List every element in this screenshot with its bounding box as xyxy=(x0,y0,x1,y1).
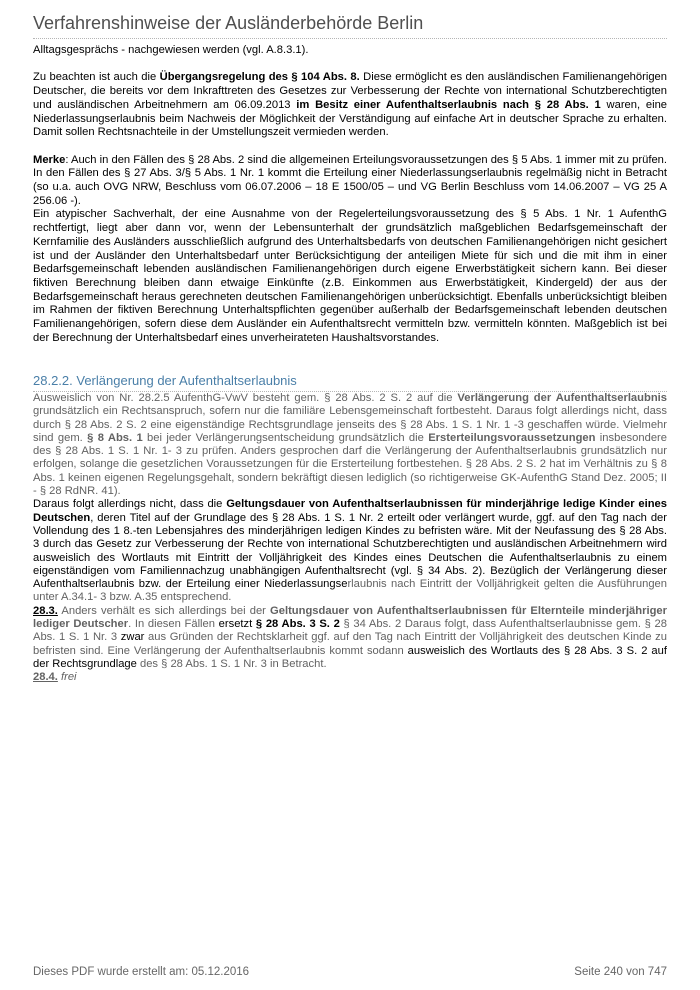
text-run: § 34 Abs. 2 Daraus folgt, dass Aufenthaltserlaubnisse gem. § 28 Abs. 1 S. 1 Nr. 3 xyxy=(33,618,667,644)
text-run: rlaubnis nach Eintritt der Volljährigkeit gelten die Ausführungen unter A.34.1- 3 bzw. A.35 entsprechend. xyxy=(33,578,667,604)
text-run: Diese ermöglicht es den ausländischen Familienangehörigen Deutscher, die bereits vor dem Inkrafttreten des Gesetzes zur Verbesserung der Rechte von international Schutzberechtigten und ausländischen Arbeitnehmern am 06.09.2013 xyxy=(33,71,668,111)
section-paragraph-1 xyxy=(33,392,667,498)
bold-text: Verlängerung der Aufenthaltserlaubnis xyxy=(457,392,667,404)
bold-text: im Besitz einer Aufenthaltserlaubnis nach § 28 Abs. 1 xyxy=(296,98,601,111)
text-run: Ausweislich von Nr. 28.2.5 AufenthG-VwV besteht gem. § 28 Abs. 2 S. 2 auf die xyxy=(33,392,458,404)
text-run: Anders verhält es sich allerdings bei der xyxy=(57,604,271,617)
text-run: , deren Titel auf der Grundlage des § 28 Abs. 1 S. 1 Nr. 2 erteilt oder verlängert wurde, ggf. auf den Tag nach der Vollendung des 1 xyxy=(33,511,667,537)
section-paragraph-2 xyxy=(33,498,667,604)
section-number-28-3: 28.3. xyxy=(33,604,58,617)
intro-paragraph-2 xyxy=(33,71,667,140)
text-run: ausweislich des Wortlauts des § 28 Abs. 3 S. 2 auf der Rechtsgrundlage xyxy=(33,644,667,670)
section-heading: 28.2.2. Verlängerung der Aufenthaltserlaubnis xyxy=(33,373,667,392)
text-run: insbesondere des § 28 Abs. 1 S. 1 Nr. 1- 3 zu prüfen. Anders gesprochen darf die Verlängerung der Aufenthaltserlaubnis grundsätzlich nur erfolgen, solange die gesetzlichen Voraussetzungen für die Ersterteilung fortbestehen. § 28 Abs. 2 S. 2 hat im Verhältnis zu § 8 Abs. 1 keinen eigenen Regelungsgehalt, sondern bekräftigt diesen lediglich (so richtigerweise GK-AufenthG Stand Dez. 2005; II - § 28 RdNR. 41). xyxy=(33,431,667,498)
merke-label: Merke xyxy=(33,153,66,166)
text-run: Daraus folgt allerdings nicht, dass die xyxy=(33,498,227,511)
intro-paragraph-4: Ein atypischer Sachverhalt, der eine Ausnahme von der Regelerteilungsvoraussetzung des § 5 Abs. 1 Nr. 1 AufenthG rechtfertigt, liegt aber dann vor, wenn der Lebensunterhalt der grundsätzlich maßgeblichen Bedarfsgemeinschaft der Kernfamilie des Ausländers ausschließlich aufgrund des Unterhaltsbedarfs von deutschen Familienangehörigen nicht gesichert ist und der Ausländer den Unterhaltsbedarf unter Berücksichtigung der anteiligen Miete für sich und die mit ihm in einer Bedarfsgemeinschaft lebenden ausländischen Familienangehörigen durch eigene Erwerbstätigkeit sichern kann. Bei dieser fiktiven Berechnung bleiben dann etwaige Einkünfte (z.B. Einkommen aus Erwerbstätigkeit, Kindergeld) der aus der Bedarfsgemeinschaft heraus gerechneten deutschen Familienangehörigen unberücksichtigt. Ebenfalls unberücksichtigt bleiben im Rahmen der fiktiven Berechnung Unterhaltspflichten gegenüber außerhalb der Bedarfsgemeinschaft lebenden deutschen Familienangehörigen, sofern diese dem Ausländer ein Aufenthaltsrecht vermitteln bzw. vermitteln könnten. Maßgeblich ist bei der Berechnung der Unterhaltsbedarf eines unverheirateten Haushaltsvorstandes. xyxy=(33,208,667,344)
text-run: : Auch in den Fällen des § 28 Abs. 2 sind die allgemeinen Erteilungsvoraussetzungen des § 5 Abs. 1 immer mit zu prüfen. In den Fällen des § 27 Abs. 3/§ 5 Abs. 1 Nr. 1 kommt die Erteilung einer Niederlassungserlaubnis regelmäßig nicht in Betracht (so u.a. auch OVG NRW, Beschluss vom 06.07.2006 – 18 E 1500/05 – und VG Berlin Beschluss vom 14.06.2007 – VG 25 A 256.06 -). xyxy=(33,153,667,207)
bold-text: § 8 Abs. 1 xyxy=(87,431,143,444)
footer-page-number: Seite 240 von 747 xyxy=(574,966,667,978)
text-run: waren, eine Niederlassungserlaubnis beim Nachweis der Möglichkeit der Verständigung auf einfache Art in deutscher Sprache zu erhalten. Damit sollen Rechtsnachteile in der Umstellungszeit vermieden werden. xyxy=(33,98,668,139)
text-run: Zu beachten ist auch die xyxy=(33,71,160,84)
text-run: . In diesen Fällen xyxy=(128,618,219,631)
bold-text: Übergangsregelung des § 104 Abs. 8. xyxy=(159,71,360,84)
intro-paragraph-1: Alltagsgesprächs - nachgewiesen werden (vgl. A.8.3.1). xyxy=(33,44,309,56)
section-paragraph-3 xyxy=(33,605,667,671)
text-run: frei xyxy=(57,671,77,684)
section-number-28-4: 28.4. xyxy=(33,671,58,684)
text-run: grundsätzlich ein Rechtsanspruch, sofern nur die familiäre Lebensgemeinschaft fortbesteht. Daraus folgt allerdings nicht, dass durch § 28 Abs. 2 S. 2 eine eigenständige Rechtsgrundlage jenseits des § 28 Abs. 1 S. 1 Nr. 1 -3 geschaffen würde. Vielmehr sind gem. xyxy=(33,405,667,444)
section-body xyxy=(33,392,667,685)
bold-text: Geltungsdauer von Aufenthaltserlaubnissen für minderjährige ledige Kinder eines Deutschen xyxy=(33,498,668,524)
bold-text: Ersterteilungsvoraussetzungen xyxy=(428,431,596,444)
text-run: bei jeder Verlängerungsentscheidung grundsätzlich die xyxy=(142,431,429,444)
footer-created-date: Dieses PDF wurde erstellt am: 05.12.2016 xyxy=(33,966,250,978)
text-run: ersetzt xyxy=(218,618,256,631)
intro-paragraph-3 xyxy=(33,154,667,209)
intro-text-block xyxy=(33,44,667,345)
text-run: des § 28 Abs. 1 S. 1 Nr. 3 in Betracht. xyxy=(136,657,327,670)
page-title: Verfahrenshinweise der Ausländerbehörde Berlin xyxy=(33,11,667,39)
text-run: aus Gründen der Rechtsklarheit ggf. auf den Tag nach Eintritt der Volljährigkeit des deutschen Kinde zu befristen sind. Eine Verlängerung der Aufenthaltserlaubnis kommt sodann xyxy=(33,631,667,657)
bold-text: § 28 Abs. 3 S. 2 xyxy=(255,618,340,631)
text-run: zwar xyxy=(120,631,145,644)
bold-text: Geltungsdauer von Aufenthaltserlaubnissen für Elternteile minderjähriger lediger Deutscher xyxy=(33,604,667,631)
section-paragraph-4 xyxy=(33,671,667,684)
text-run: 8.-ten Lebensjahres des minderjährigen ledigen Kindes zu befristen wäre. Mit der Neufassung des § 28 Abs. 3 durch das Gesetz zur Verbesserung der Rechte von international Schutzberechtigten und ausländischen Arbeitnehmern wird ausweislich des Wortlauts mit Eintritt der Volljährigkeit des Kindes eines Deutschen die Aufenthaltserlaubnis zu einem eigenständigen vom Familiennachzug unabhängigen Aufenthaltsrecht (vgl. § 34 Abs. 2). Bezüglich der Verlängerung dieser Aufenthaltserlaubnis bzw. der Erteilung einer Niederlassungse xyxy=(33,524,667,591)
